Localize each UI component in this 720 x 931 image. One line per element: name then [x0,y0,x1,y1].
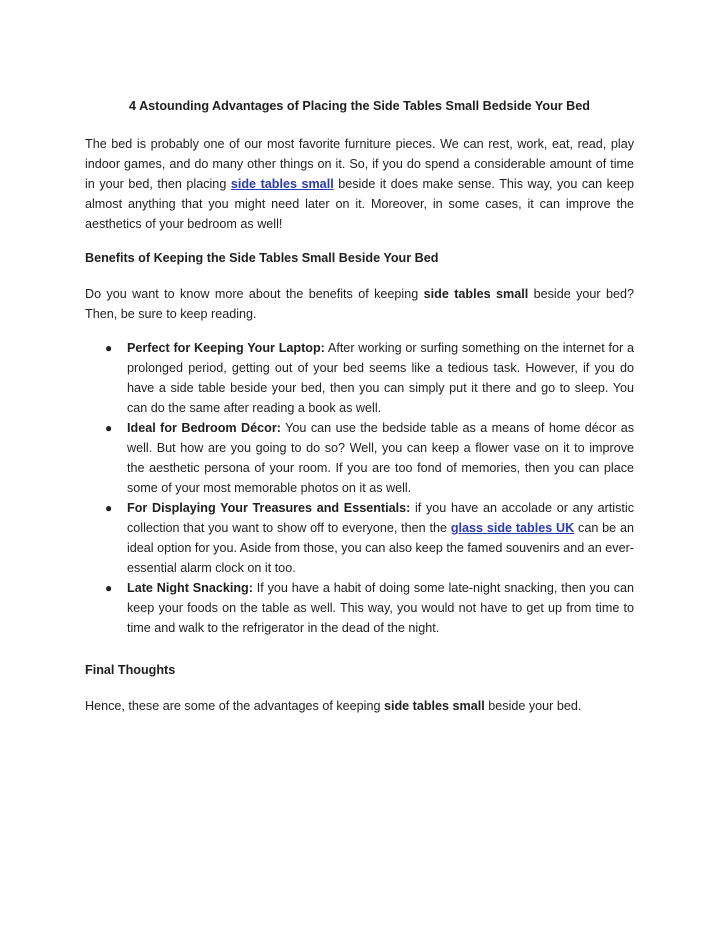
benefits-heading: Benefits of Keeping the Side Tables Small Beside Your Bed [85,251,439,265]
intro-text-2: beside it does make sense. This way, you can keep almost anything that you might need later on it. Moreover, in some cases, it can improve the aesthetics of your bedroom as well! [85,177,634,231]
document-page [85,96,634,730]
bullet-icon: ● [105,341,113,355]
benefits-intro-text-1: Do you want to know more about the benefits of keeping [85,287,424,301]
list-item [105,498,634,578]
bullet-icon: ● [105,581,113,595]
intro-text-1: The bed is probably one of our most favorite furniture pieces. We can rest, work, eat, read, play indoor games, and do many other things on it. So, if you do spend a considerable amount of time in your bed, then placing [85,137,634,191]
bullet-text-after-link: can be an ideal option for you. Aside from those, you can also keep the famed souvenirs and an ever-essential alarm clock on it too. [127,521,634,575]
list-item [105,578,634,638]
final-text-1: Hence, these are some of the advantages of keeping [85,699,384,713]
intro-paragraph [85,134,634,234]
bullet-text-before-link: if you have an accolade or any artistic collection that you want to show off to everyone, then the [127,501,634,535]
final-heading: Final Thoughts [85,663,176,677]
list-item [105,418,635,498]
benefits-intro-bold: side tables small [423,287,529,301]
bullet-title: Ideal for Bedroom Décor: [127,421,281,435]
benefits-list [85,338,634,638]
bullet-text: After working or surfing something on the internet for a prolonged period, getting out of your bed seems like a tedious task. However, if you do have a side table beside your bed, then you can simply put it there and go to sleep. You can do the same after reading a book as well. [127,341,634,415]
final-text-2: beside your bed. [484,699,582,713]
benefits-intro-text-2: beside your bed? Then, be sure to keep reading. [85,287,634,321]
glass-side-tables-uk-link[interactable]: glass side tables UK [450,521,575,535]
bullet-icon: ● [105,501,113,515]
document-title: 4 Astounding Advantages of Placing the Side Tables Small Bedside Your Bed [129,99,590,113]
bullet-text: You can use the bedside table as a means of home décor as well. But how are you going to do so? Well, you can keep a flower vase on it to improve the aesthetic persona of your room. If you are too fond of memories, then you can place some of your most memorable photos on it as well. [127,421,635,495]
bullet-title: For Displaying Your Treasures and Essentials: [127,501,411,515]
bullet-text: If you have a habit of doing some late-night snacking, then you can keep your foods on the table as well. This way, you would not have to get up from time to time and walk to the refrigerator in the dead of the night. [127,581,634,635]
final-bold: side tables small [383,699,485,713]
bullet-title: Perfect for Keeping Your Laptop: [127,341,325,355]
benefits-intro-paragraph [85,284,634,324]
bullet-icon: ● [105,421,113,435]
final-paragraph [85,696,634,716]
side-tables-small-link[interactable]: side tables small [230,177,334,191]
list-item [105,338,634,418]
bullet-title: Late Night Snacking: [127,581,253,595]
